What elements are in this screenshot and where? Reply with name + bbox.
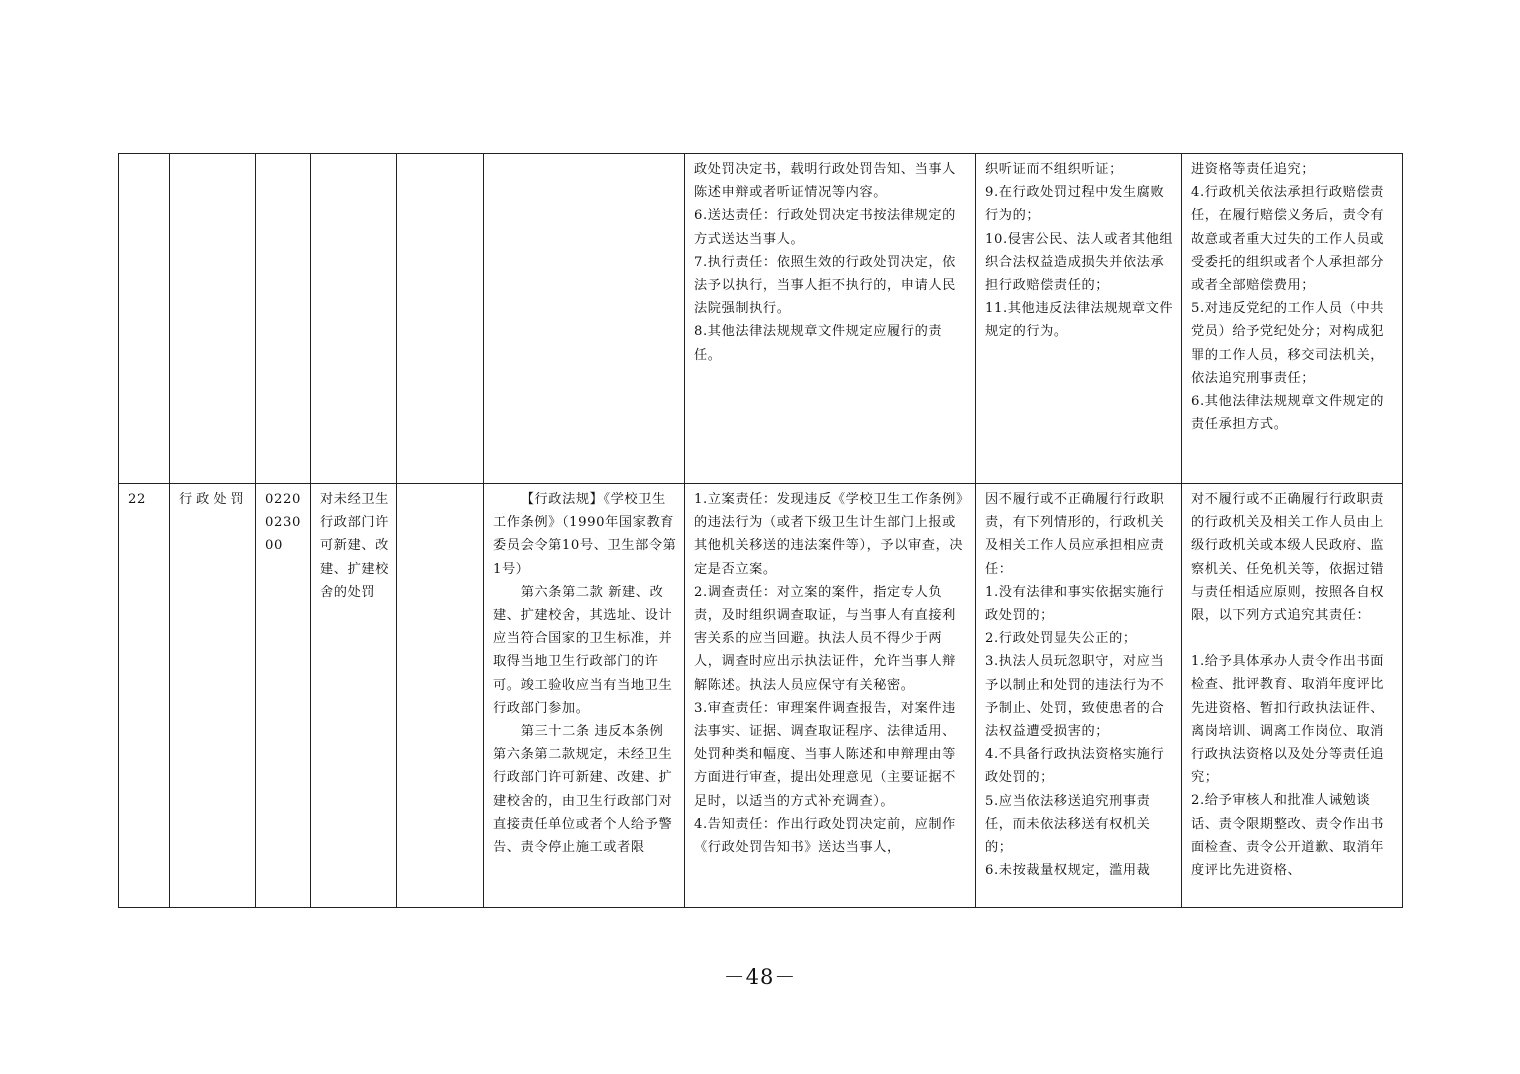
cell-basis-empty: [484, 154, 685, 484]
cell-number-empty: [119, 154, 170, 484]
responsibility-paragraph: 3.审查责任：审理案件调查报告，对案件违法事实、证据、调查取证程序、法律适用、处罚种类和幅度、当事人陈述和申辩理由等方面进行审查，提出处理意见（主要证据不足时，以适当的方式补充调查）。: [694, 700, 956, 809]
accountability-paragraph: 进资格等责任追究；: [1191, 162, 1316, 177]
circumstance-paragraph: 11.其他违反法律法规规章文件规定的行为。: [985, 301, 1174, 340]
circumstance-paragraph: 9.在行政处罚过程中发生腐败行为的；: [985, 185, 1165, 224]
cell-basis: [484, 484, 685, 908]
cell-subitem-empty: [397, 154, 484, 484]
cell-responsibility: [685, 154, 976, 484]
accountability-paragraph: 5.对违反党纪的工作人员（中共党员）给予党纪处分；对构成犯罪的工作人员，移交司法机关，依法追究刑事责任；: [1191, 301, 1385, 386]
circumstance-paragraph: 织听证而不组织听证；: [985, 162, 1123, 177]
responsibility-paragraph: 6.送达责任：行政处罚决定书按法律规定的方式送达当事人。: [694, 208, 956, 247]
basis-paragraph: 第六条第二款 新建、改建、扩建校舍，其选址、设计应当符合国家的卫生标准，并取得当地卫生行政部门的许可。竣工验收应当有当地卫生行政部门参加。: [493, 584, 673, 716]
responsibility-paragraph: 2.调查责任：对立案的案件，指定专人负责，及时组织调查取证，与当事人有直接利害关系的应当回避。执法人员不得少于两人，调查时应出示执法证件，允许当事人辩解陈述。执法人员应保守有关秘密。: [694, 584, 956, 693]
responsibility-paragraph: 4.告知责任：作出行政处罚决定前，应制作《行政处罚告知书》送达当事人，: [694, 816, 956, 856]
circumstance-paragraph: 10.侵害公民、法人或者其他组织合法权益造成损失并依法承担行政赔偿责任的；: [985, 231, 1174, 294]
circumstance-paragraph: 6.未按裁量权规定，滥用裁: [985, 863, 1151, 879]
circumstance-paragraph: 2.行政处罚显失公正的；: [985, 631, 1137, 647]
responsibility-paragraph: 1.立案责任：发现违反《学校卫生工作条例》的违法行为（或者下级卫生计生部门上报或其他机关移送的违法案件等），予以审查，决定是否立案。: [694, 492, 964, 577]
cell-number: 22: [119, 484, 170, 908]
cell-category-empty: [170, 154, 256, 484]
responsibility-paragraph: 7.执行责任：依照生效的行政处罚决定，依法予以执行，当事人拒不执行的，申请人民法院强制执行。: [694, 254, 956, 317]
cell-code-empty: [256, 154, 311, 484]
basis-paragraph: 第三十二条 违反本条例第六条第二款规定，未经卫生行政部门许可新建、改建、扩建校舍的，由卫生行政部门对直接责任单位或者个人给予警告、责令停止施工或者限: [493, 724, 673, 856]
circumstance-paragraph: 3.执法人员玩忽职守，对应当予以制止和处罚的违法行为不予制止、处罚，致使患者的合法权益遭受损害的；: [985, 654, 1165, 740]
accountability-paragraph: 4.行政机关依法承担行政赔偿责任，在履行赔偿义务后，责令有故意或者重大过失的工作人员或受委托的组织或者个人承担部分或者全部赔偿费用；: [1191, 185, 1385, 294]
circumstance-paragraph: 5.应当依法移送追究刑事责任，而未依法移送有权机关的；: [985, 793, 1151, 856]
responsibility-paragraph: 8.其他法律法规规章文件规定应履行的责任。: [694, 324, 943, 363]
page-number: －48－: [723, 965, 797, 989]
accountability-paragraph: 6.其他法律法规规章文件规定的责任承担方式。: [1191, 394, 1385, 433]
cell-item-name-empty: [311, 154, 397, 484]
cell-category: [170, 484, 256, 908]
cell-responsibility: [685, 484, 976, 908]
cell-item-name: [311, 484, 397, 908]
responsibility-paragraph: 政处罚决定书，载明行政处罚告知、当事人陈述申辩或者听证情况等内容。: [694, 162, 956, 201]
category-text: 行政处罚: [179, 492, 248, 507]
circumstance-paragraph: 4.不具备行政执法资格实施行政处罚的；: [985, 747, 1165, 786]
circumstance-paragraph: 因不履行或不正确履行行政职责，有下列情形的，行政机关及相关工作人员应承担相应责任：: [985, 492, 1165, 577]
table-row-continued: [119, 154, 1403, 484]
blank-line: [1191, 627, 1395, 650]
cell-subitem-empty: [397, 484, 484, 908]
accountability-paragraph: 2.给予审核人和批准人诫勉谈话、责令限期整改、责令作出书面检查、责令公开道歉、取消年度评比先进资格、: [1191, 793, 1385, 879]
code-text: 0220023000: [265, 492, 301, 554]
basis-paragraph: 【行政法规】《学校卫生工作条例》（1990年国家教育委员会令第10号、卫生部令第1号）: [493, 492, 677, 577]
cell-circumstance: [976, 154, 1182, 484]
cell-accountability: [1182, 484, 1403, 908]
accountability-intro: 对不履行或不正确履行行政职责的行政机关及相关工作人员由上级行政机关或本级人民政府、监察机关、任免机关等，依据过错与责任相适应原则，按照各自权限，以下列方式追究其责任：: [1191, 492, 1385, 624]
cell-accountability: [1182, 154, 1403, 484]
item-name-text: 对未经卫生行政部门许可新建、改建、扩建校舍的处罚: [320, 492, 389, 600]
power-list-table: [118, 153, 1403, 908]
cell-circumstance: [976, 484, 1182, 908]
cell-code: [256, 484, 311, 908]
table-row-22: [119, 484, 1403, 908]
circumstance-paragraph: 1.没有法律和事实依据实施行政处罚的；: [985, 584, 1165, 624]
accountability-paragraph: 1.给予具体承办人责令作出书面检查、批评教育、取消年度评比先进资格、暂扣行政执法证件、离岗培训、调离工作岗位、取消行政执法资格以及处分等责任追究；: [1191, 654, 1385, 786]
